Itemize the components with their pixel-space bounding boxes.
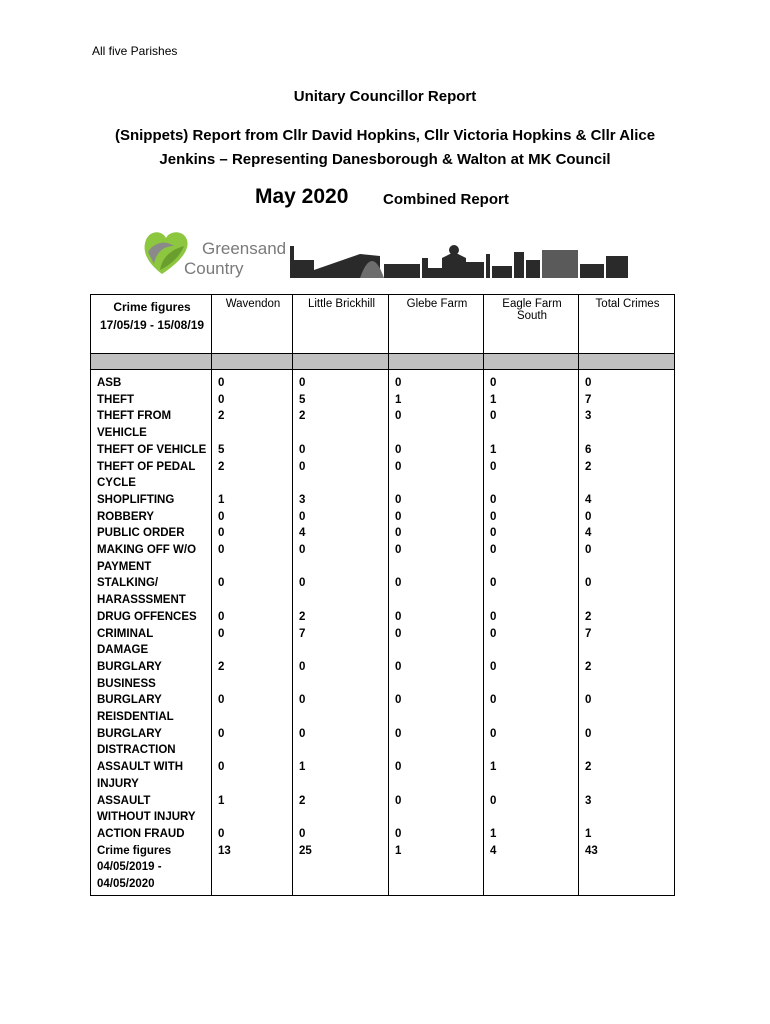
cell-value: 0 <box>484 692 579 725</box>
cell-value: 3 <box>579 793 675 826</box>
cell-value: 1 <box>579 826 675 843</box>
row-label: THEFT <box>91 392 212 409</box>
cell-value: 0 <box>293 509 389 526</box>
cell-value: 0 <box>389 509 484 526</box>
table-row <box>91 793 675 826</box>
row-label: THEFT OF VEHICLE <box>91 442 212 459</box>
cell-value: 3 <box>293 492 389 509</box>
cell-value: 0 <box>484 793 579 826</box>
table-row <box>91 759 675 792</box>
cell-value: 0 <box>484 408 579 441</box>
totals-row <box>91 843 675 896</box>
cell-value: 0 <box>389 793 484 826</box>
cell-value: 1 <box>484 759 579 792</box>
cell-value: 0 <box>579 509 675 526</box>
cell-value: 0 <box>212 759 293 792</box>
row-label: STALKING/ HARASSSMENT <box>91 575 212 608</box>
row-label: BURGLARY REISDENTIAL <box>91 692 212 725</box>
row-label: MAKING OFF W/O PAYMENT <box>91 542 212 575</box>
cell-value: 0 <box>212 609 293 626</box>
table-row <box>91 408 675 441</box>
cell-value: 0 <box>212 826 293 843</box>
cell-value: 0 <box>212 392 293 409</box>
row-label: CRIMINAL DAMAGE <box>91 626 212 659</box>
column-header-total-crimes: Total Crimes <box>579 295 675 354</box>
table-row <box>91 509 675 526</box>
column-header-glebe-farm: Glebe Farm <box>389 295 484 354</box>
cell-value: 2 <box>579 609 675 626</box>
cell-value: 0 <box>293 442 389 459</box>
logo-line-1: Greensand <box>202 239 287 258</box>
cell-value: 1 <box>389 392 484 409</box>
cell-value: 0 <box>212 375 293 392</box>
cell-value: 0 <box>389 826 484 843</box>
report-type: Combined Report <box>383 191 509 208</box>
cell-value: 43 <box>579 843 675 896</box>
cell-value: 0 <box>484 525 579 542</box>
cell-value: 2 <box>579 759 675 792</box>
cell-value: 13 <box>212 843 293 896</box>
cell-value: 0 <box>212 509 293 526</box>
row-label: DRUG OFFENCES <box>91 609 212 626</box>
row-label: ROBBERY <box>91 509 212 526</box>
cell-value: 2 <box>293 609 389 626</box>
cell-value: 7 <box>579 626 675 659</box>
cell-value: 0 <box>212 575 293 608</box>
header-band <box>91 354 675 370</box>
report-subtitle: (Snippets) Report from Cllr David Hopkins, Cllr Victoria Hopkins & Cllr Alice Jenkins – Representing Danesborough & Walton at MK Council <box>114 127 656 168</box>
table-row <box>91 626 675 659</box>
cell-value: 0 <box>389 726 484 759</box>
cell-value: 0 <box>293 459 389 492</box>
period-header: Crime figures 17/05/19 - 15/08/19 <box>91 295 212 354</box>
cell-value: 0 <box>484 726 579 759</box>
cell-value: 2 <box>212 459 293 492</box>
cell-value: 0 <box>293 826 389 843</box>
skyline-icon <box>290 245 628 278</box>
cell-value: 2 <box>212 408 293 441</box>
row-label: ASSAULT WITHOUT INJURY <box>91 793 212 826</box>
row-label: ACTION FRAUD <box>91 826 212 843</box>
cell-value: 25 <box>293 843 389 896</box>
cell-value: 1 <box>484 826 579 843</box>
cell-value: 0 <box>293 726 389 759</box>
cell-value: 0 <box>389 492 484 509</box>
table-row <box>91 659 675 692</box>
table-row <box>91 692 675 725</box>
cell-value: 0 <box>484 659 579 692</box>
cell-value: 0 <box>579 542 675 575</box>
row-label: ASB <box>91 375 212 392</box>
column-header-eagle-farm-south: Eagle Farm South <box>484 295 579 354</box>
cell-value: 0 <box>484 609 579 626</box>
cell-value: 0 <box>389 525 484 542</box>
cell-value: 5 <box>293 392 389 409</box>
cell-value: 1 <box>484 442 579 459</box>
cell-value: 0 <box>579 726 675 759</box>
table-row <box>91 392 675 409</box>
row-label: SHOPLIFTING <box>91 492 212 509</box>
cell-value: 0 <box>293 542 389 575</box>
cell-value: 7 <box>293 626 389 659</box>
cell-value: 0 <box>484 459 579 492</box>
cell-value: 0 <box>389 659 484 692</box>
table-row <box>91 442 675 459</box>
cell-value: 1 <box>212 492 293 509</box>
table-row <box>91 609 675 626</box>
cell-value: 0 <box>212 626 293 659</box>
cell-value: 0 <box>389 759 484 792</box>
cell-value: 0 <box>293 375 389 392</box>
cell-value: 2 <box>579 659 675 692</box>
cell-value: 0 <box>484 542 579 575</box>
cell-value: 4 <box>293 525 389 542</box>
greensand-country-banner <box>140 224 632 282</box>
report-month: May 2020 <box>255 185 349 208</box>
cell-value: 0 <box>389 609 484 626</box>
cell-value: 0 <box>579 575 675 608</box>
row-label: Crime figures 04/05/2019 - 04/05/2020 <box>91 843 212 896</box>
cell-value: 0 <box>212 542 293 575</box>
table-row <box>91 525 675 542</box>
cell-value: 0 <box>389 459 484 492</box>
cell-value: 0 <box>293 659 389 692</box>
table-row <box>91 459 675 492</box>
cell-value: 2 <box>293 793 389 826</box>
cell-value: 0 <box>389 575 484 608</box>
table-row <box>91 726 675 759</box>
row-label: THEFT OF PEDAL CYCLE <box>91 459 212 492</box>
cell-value: 2 <box>579 459 675 492</box>
crime-rows <box>91 354 675 896</box>
cell-value: 1 <box>484 392 579 409</box>
row-label: BURGLARY DISTRACTION <box>91 726 212 759</box>
table-row <box>91 492 675 509</box>
cell-value: 4 <box>579 525 675 542</box>
cell-value: 7 <box>579 392 675 409</box>
cell-value: 0 <box>389 626 484 659</box>
row-label: ASSAULT WITH INJURY <box>91 759 212 792</box>
row-label: THEFT FROM VEHICLE <box>91 408 212 441</box>
cell-value: 0 <box>389 375 484 392</box>
cell-value: 5 <box>212 442 293 459</box>
column-header-wavendon: Wavendon <box>212 295 293 354</box>
column-header-little-brickhill: Little Brickhill <box>293 295 389 354</box>
cell-value: 0 <box>389 542 484 575</box>
cell-value: 2 <box>293 408 389 441</box>
cell-value: 0 <box>579 375 675 392</box>
cell-value: 0 <box>389 408 484 441</box>
logo-line-2: Country <box>184 259 244 278</box>
cell-value: 1 <box>293 759 389 792</box>
cell-value: 4 <box>484 843 579 896</box>
cell-value: 3 <box>579 408 675 441</box>
cell-value: 0 <box>484 626 579 659</box>
greensand-heart-logo-icon <box>145 232 188 274</box>
table-row <box>91 575 675 608</box>
cell-value: 0 <box>484 492 579 509</box>
cell-value: 0 <box>484 509 579 526</box>
row-label: BURGLARY BUSINESS <box>91 659 212 692</box>
cell-value: 0 <box>293 692 389 725</box>
row-label: PUBLIC ORDER <box>91 525 212 542</box>
cell-value: 1 <box>212 793 293 826</box>
table-row <box>91 542 675 575</box>
crime-figures-table <box>90 294 675 896</box>
report-title: Unitary Councillor Report <box>293 88 477 105</box>
cell-value: 1 <box>389 843 484 896</box>
cell-value: 0 <box>212 726 293 759</box>
cell-value: 0 <box>389 692 484 725</box>
cell-value: 0 <box>484 575 579 608</box>
table-row <box>91 375 675 392</box>
cell-value: 2 <box>212 659 293 692</box>
header-note: All five Parishes <box>92 44 178 58</box>
cell-value: 0 <box>293 575 389 608</box>
cell-value: 0 <box>389 442 484 459</box>
cell-value: 0 <box>579 692 675 725</box>
cell-value: 0 <box>212 692 293 725</box>
cell-value: 0 <box>484 375 579 392</box>
cell-value: 0 <box>212 525 293 542</box>
cell-value: 6 <box>579 442 675 459</box>
table-row <box>91 826 675 843</box>
cell-value: 4 <box>579 492 675 509</box>
